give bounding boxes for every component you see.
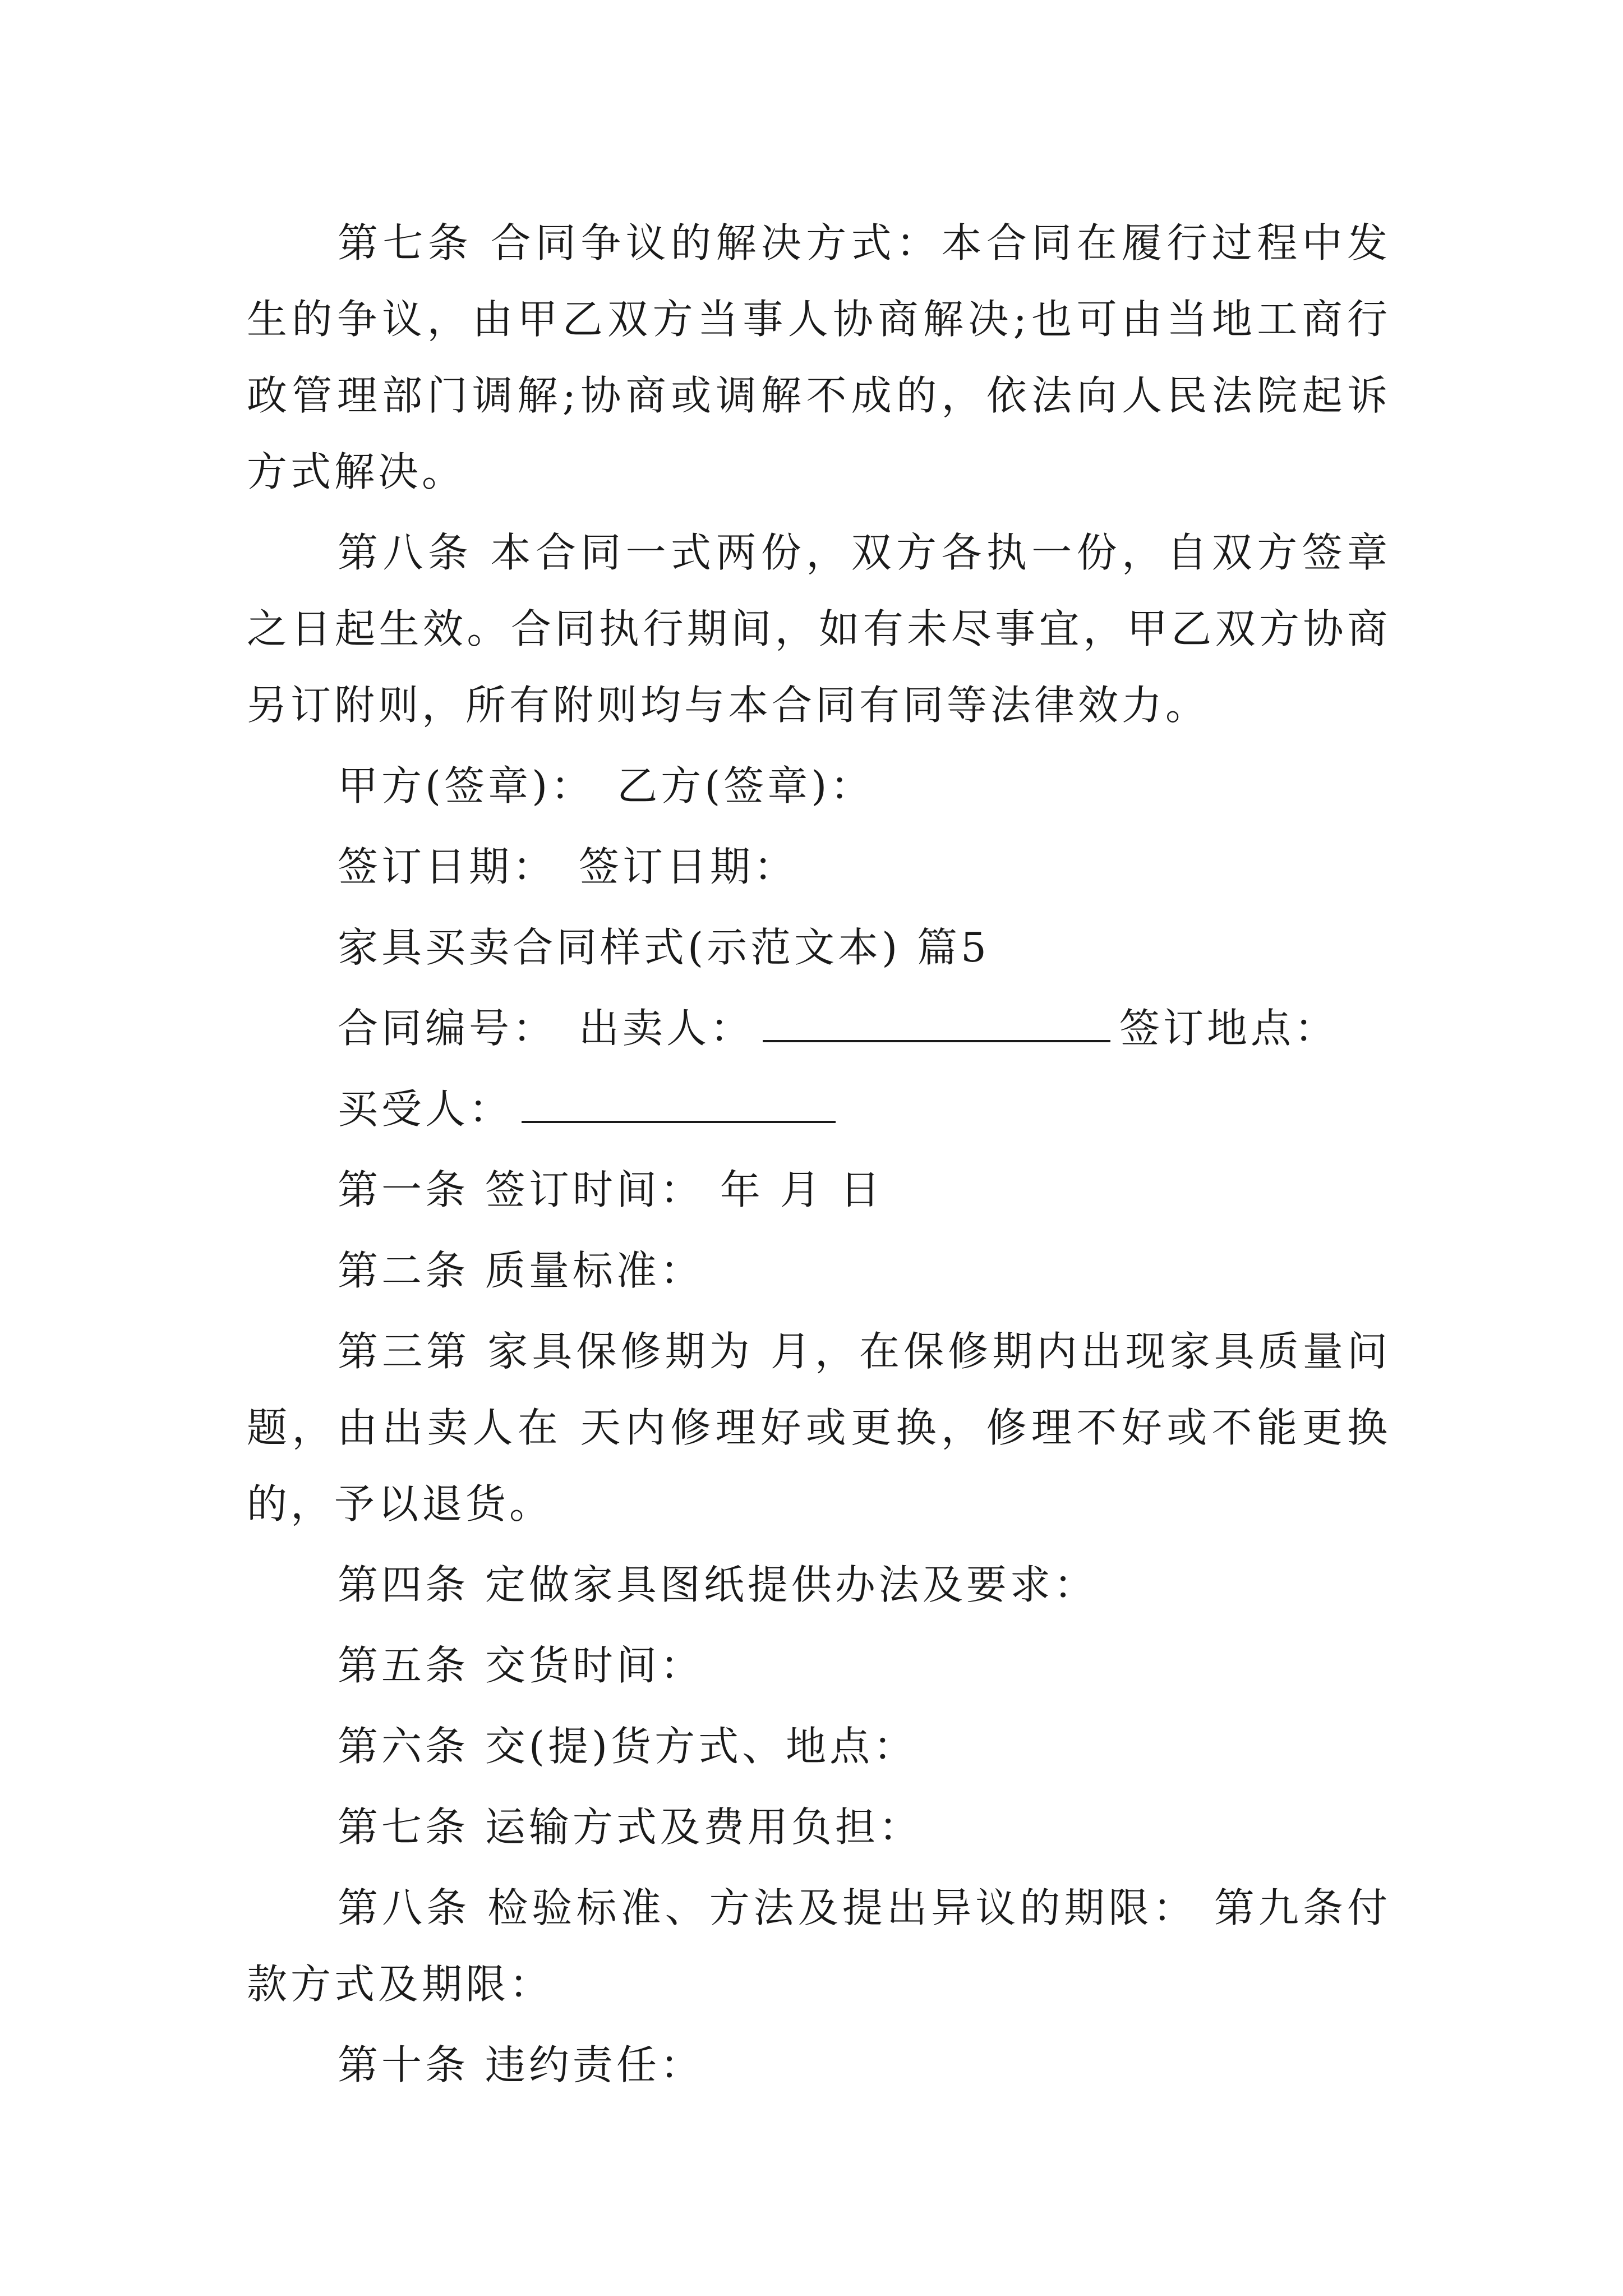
signing-place-label: 签订地点： xyxy=(1119,1005,1339,1052)
contract-number-label: 合同编号： xyxy=(338,1005,557,1052)
article-6: 第六条 交(提)货方式、地点： xyxy=(338,1723,917,1770)
buyer-label: 买受人： xyxy=(338,1085,513,1133)
article-4: 第四条 定做家具图纸提供办法及要求： xyxy=(338,1561,1098,1608)
article-2: 第二条 质量标准： xyxy=(338,1247,704,1294)
signing-date-line xyxy=(247,829,1391,905)
article-10: 第十条 违约责任： xyxy=(338,2041,704,2088)
article-5: 第五条 交货时间： xyxy=(338,1642,704,1689)
signature-line xyxy=(247,748,1391,824)
article-3: 第三第 家具保修期为 月，在保修期内出现家具质量问题，由出卖人在 天内修理好或更换，修理不好或不能更换的，予以退货。 xyxy=(247,1328,1391,1527)
party-a-date-label: 签订日期： xyxy=(338,843,557,890)
document-body xyxy=(247,205,1391,2103)
contract-header-line xyxy=(247,990,1391,1066)
buyer-blank xyxy=(522,1087,836,1123)
article-7: 第七条 运输方式及费用负担： xyxy=(338,1803,923,1851)
party-b-signature-label: 乙方(签章)： xyxy=(617,762,874,809)
article-8-copies-effect: 第八条 本合同一式两份，双方各执一份，自双方签章之日起生效。合同执行期间，如有未尽事宜，甲乙双方协商另订附则，所有附则均与本合同有同等法律效力。 xyxy=(247,529,1391,729)
party-a-signature-label: 甲方(签章)： xyxy=(338,762,595,809)
seller-label: 出卖人： xyxy=(579,1005,754,1052)
seller-blank xyxy=(763,1006,1110,1042)
section-title: 家具买卖合同样式(示范文本) 篇5 xyxy=(338,924,990,971)
article-1: 第一条 签订时间： 年 月 日 xyxy=(338,1166,884,1213)
buyer-line xyxy=(247,1071,1391,1147)
party-b-date-label: 签订日期： xyxy=(579,843,798,890)
article-8-9: 第八条 检验标准、方法及提出异议的期限： 第九条付款方式及期限： xyxy=(247,1884,1391,2008)
article-7-dispute-resolution: 第七条 合同争议的解决方式：本合同在履行过程中发生的争议，由甲乙双方当事人协商解决;也可由当地工商行政管理部门调解;协商或调解不成的，依法向人民法院起诉方式解决。 xyxy=(247,219,1391,495)
